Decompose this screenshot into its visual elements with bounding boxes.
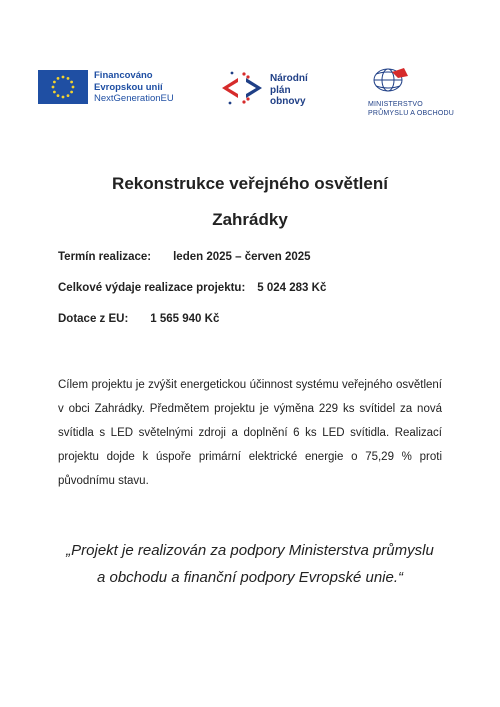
mpo-line-1: MINISTERSTVO [368, 101, 423, 108]
funding-quote [0, 537, 500, 591]
eu-line-1: Financováno [94, 70, 153, 81]
mpo-text [368, 101, 460, 118]
eu-funding-text [94, 70, 174, 105]
project-description: Cílem projektu je zvýšit energetickou účinnost systému veřejného osvětlení v obci Zahrádky. Předmětem projektu je výměna 229 ks svítidel za nová svítidla s LED světelnými zdroji a doplnění 6 ks LED svítidla. Realizací projektu dojde k úspoře primární elektrické energie o 75,29 % proti původnímu stavu. [58, 379, 442, 487]
project-title: Rekonstrukce veřejného osvětlení [112, 174, 388, 193]
eu-line-3: NextGenerationEU [94, 93, 174, 104]
grant-label: Dotace z EU: [58, 313, 129, 325]
cost-label: Celkové výdaje realizace projektu: [58, 282, 246, 294]
npo-logo [218, 68, 308, 113]
eu-funding-logo [38, 70, 174, 105]
term-row [58, 251, 311, 263]
mpo-line-2: PRŮMYSLU A OBCHODU [368, 109, 455, 117]
npo-line-3: obnovy [270, 96, 306, 108]
mpo-logo [368, 66, 460, 118]
mpo-globe-icon [368, 81, 412, 98]
quote-line-2: a obchodu a finanční podpory Evropské unie.“ [96, 569, 404, 586]
grant-value: 1 565 940 Kč [150, 313, 220, 325]
eu-line-2: Evropskou unií [94, 81, 163, 93]
term-label: Termín realizace: [58, 251, 152, 263]
quote-line-1: „Projekt je realizován za podpory Ministerstva průmyslu [66, 542, 434, 559]
cost-value: 5 024 283 Kč [257, 282, 327, 294]
cost-row [58, 282, 326, 294]
grant-row [58, 313, 219, 325]
npo-arrows-icon [218, 68, 266, 113]
term-value: leden 2025 – červen 2025 [173, 251, 311, 263]
npo-line-2: plán [270, 84, 291, 96]
npo-line-1: Národní [270, 73, 308, 85]
npo-text [270, 73, 308, 108]
project-location: Zahrádky [212, 210, 288, 229]
eu-flag-icon [38, 70, 88, 104]
